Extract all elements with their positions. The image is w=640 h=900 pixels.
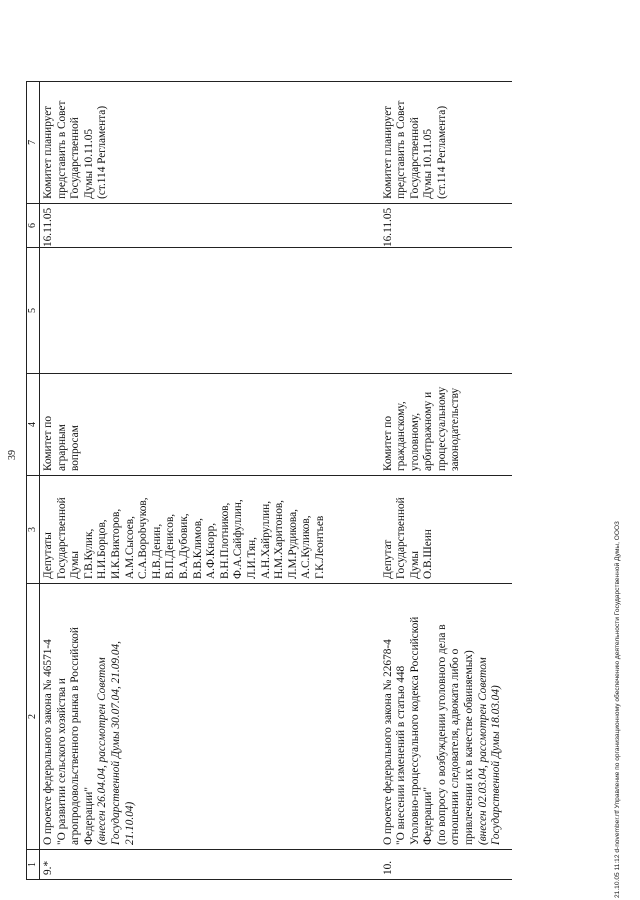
bill-history-line: (внесен 02.03.04, рассмотрен Советом — [476, 657, 489, 845]
author-line: А.Н.Хайруллин, — [259, 500, 272, 579]
column-5-cell — [40, 248, 380, 374]
note-line: Государственной — [408, 117, 421, 199]
committee-line: Комитет по — [42, 415, 54, 471]
bill-description — [40, 584, 380, 850]
committee-line: процессуальному — [435, 386, 448, 471]
bill-line: Федерации" — [82, 787, 95, 845]
bill-line: Уголовно-процессуального кодекса Российской — [408, 616, 421, 845]
author-line: С.А.Ворobчуков, — [137, 497, 150, 579]
column-number-2: 2 — [27, 584, 40, 850]
date-cell — [380, 203, 512, 247]
page-footer: 21.10.05 11:12 d-november.rtf Управление по организационному обеспечению деятельности Государственной Думы, ООО3 — [614, 521, 621, 898]
author-line: Л.И.Тян, — [245, 536, 258, 579]
bill-line: агропродовольственного рынка в Российской — [69, 627, 82, 845]
date-value: 16.11.05 — [42, 207, 54, 247]
bill-history-line: 21.10.04) — [123, 801, 136, 845]
author-line: И.К.Викторов, — [109, 508, 122, 579]
bill-line: (по вопросу о возбуждении уголовного дела в — [435, 624, 448, 845]
author-line: В.П.Денисов, — [164, 513, 177, 579]
note-line: представить в Совет — [395, 100, 408, 199]
author-line: О.В.Шеин — [422, 529, 435, 579]
header-row — [27, 81, 40, 879]
committee-line: арбитражному и — [422, 391, 435, 471]
column-number-3: 3 — [27, 476, 40, 584]
date-cell — [40, 203, 380, 247]
column-5-cell — [380, 248, 512, 374]
author-line: Депутат — [381, 539, 394, 579]
column-number-7: 7 — [27, 81, 40, 203]
column-number-5: 5 — [27, 248, 40, 374]
author-line: Л.М.Рудикова, — [286, 509, 299, 579]
bill-history-line: (внесен 26.04.04, рассмотрен Советом — [96, 657, 109, 845]
author-line: В.В.Климов, — [191, 518, 204, 579]
author-line: Государственной — [395, 497, 408, 579]
author-line: Депутаты — [42, 532, 54, 579]
author-line: Н.М.Харитонов, — [273, 499, 286, 579]
committee-line: аграрным — [55, 424, 68, 471]
bill-line: Федерации" — [422, 787, 435, 845]
note-line: Государственной — [69, 117, 82, 199]
committee-line: уголовному, — [408, 412, 421, 471]
note-line: представить в Совет — [55, 100, 68, 199]
date-value: 16.11.05 — [381, 207, 394, 247]
note-line: (ст.114 Регламента) — [435, 105, 448, 199]
bill-description — [380, 584, 512, 850]
author-line: Н.И.Борцов, — [96, 519, 109, 579]
committee-line: гражданскому, — [395, 401, 408, 471]
column-number-1: 1 — [27, 850, 40, 880]
table-row — [40, 81, 380, 879]
author-line: Думы — [69, 551, 82, 579]
page-number: 39 — [7, 450, 18, 460]
responsible-committee — [380, 374, 512, 476]
bill-line: привлечении их в качестве обвиняемых) — [463, 650, 476, 845]
bill-line: "О внесении изменений в статью 448 — [395, 665, 408, 845]
committee-line: Комитет по — [381, 415, 394, 471]
table-row — [380, 81, 512, 879]
note-line: Думы 10.11.05 — [82, 128, 95, 199]
author-line: Н.В.Денин, — [150, 523, 163, 579]
author-line: А.С.Куликов, — [300, 515, 313, 579]
author-line: Ф.А.Сайфуллин, — [232, 499, 245, 579]
author-line: В.А.Дубовик, — [177, 513, 190, 579]
responsible-committee — [40, 374, 380, 476]
bill-line: О проекте федерального закона № 22678-4 — [381, 639, 394, 845]
author-line: Государственной — [55, 497, 68, 579]
note-line: Комитет планирует — [42, 105, 54, 199]
bill-line: "О развитии сельского хозяйства и — [55, 678, 68, 845]
bill-line: отношении следователя, адвоката либо о — [449, 648, 462, 845]
author-line: Думы — [408, 551, 421, 579]
column-number-4: 4 — [27, 374, 40, 476]
bill-history-line: Государственной Думы 18.03.04) — [490, 685, 503, 845]
bills-table — [26, 81, 512, 880]
author-line: Г.К.Леонтьев — [313, 515, 326, 579]
author-line: Г.В.Кулик, — [82, 528, 95, 579]
bill-history-line: Государственной Думы 30.07.04, 21.09.04, — [109, 641, 122, 845]
note-line: Комитет планирует — [381, 105, 394, 199]
row-number: 9.* — [40, 850, 380, 880]
note-cell — [40, 81, 380, 203]
committee-line: вопросам — [69, 425, 82, 471]
bill-authors — [380, 476, 512, 584]
note-line: Думы 10.11.05 — [422, 128, 435, 199]
bill-line: О проекте федерального закона № 46571-4 — [42, 639, 54, 845]
author-line: А.М.Сысоев, — [123, 516, 136, 579]
committee-line: законодательству — [449, 387, 462, 471]
column-number-6: 6 — [27, 203, 40, 247]
author-line: В.Н.Плотников, — [218, 502, 231, 579]
note-line: (ст.114 Регламента) — [96, 105, 109, 199]
bill-authors — [40, 476, 380, 584]
note-cell — [380, 81, 512, 203]
author-line: А.Ф.Кнорр, — [205, 522, 218, 579]
row-number: 10. — [380, 850, 512, 880]
